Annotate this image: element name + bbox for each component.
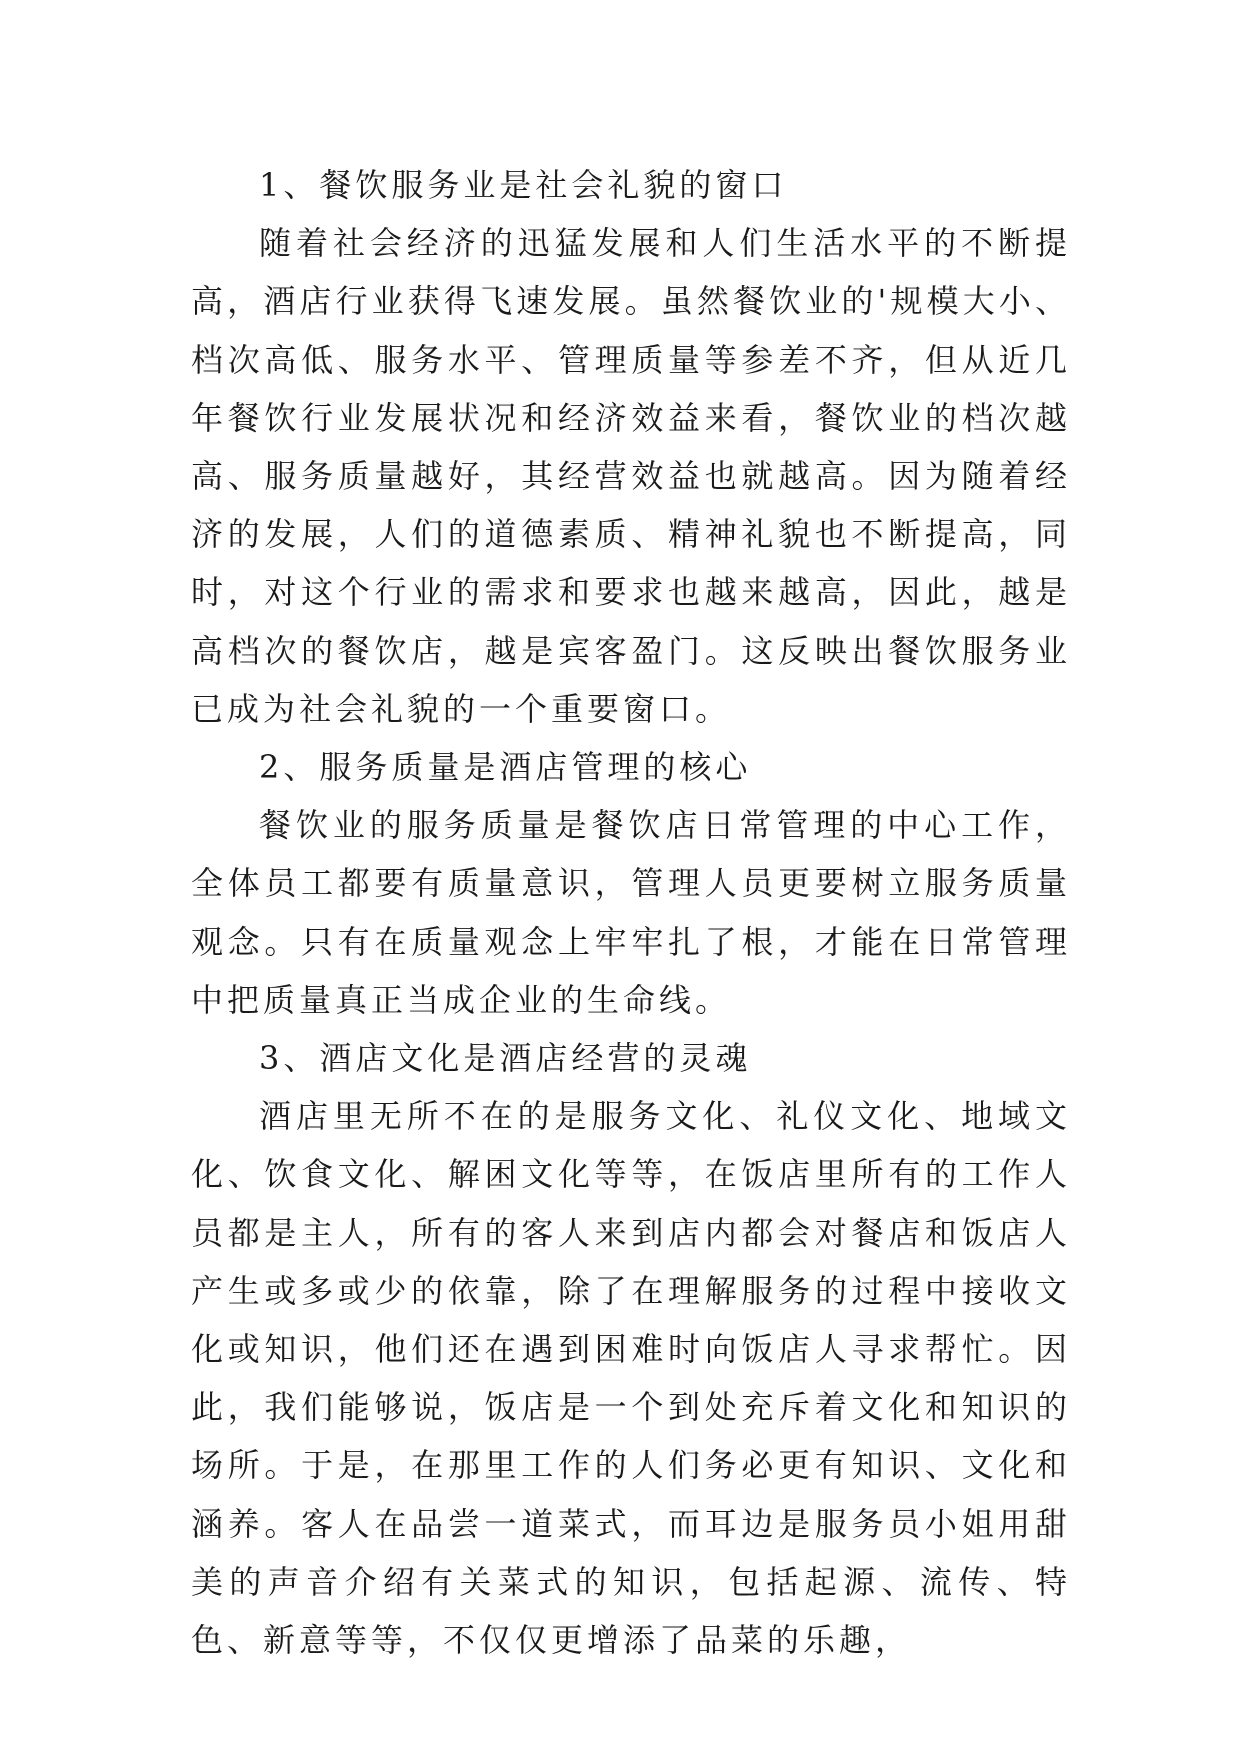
section-2-paragraph: 餐饮业的服务质量是餐饮店日常管理的中心工作，全体员工都要有质量意识，管理人员更要树立服务质量观念。只有在质量观念上牢牢扎了根，才能在日常管理中把质量真正当成企业的生命线。 (191, 806, 1071, 1019)
section-2-heading: 2、服务质量是酒店管理的核心 (259, 748, 752, 787)
section-3-heading: 3、酒店文化是酒店经营的灵魂 (259, 1039, 752, 1078)
section-1-paragraph: 随着社会经济的迅猛发展和人们生活水平的不断提高，酒店行业获得飞速发展。虽然餐饮业的'规模大小、档次高低、服务水平、管理质量等参差不齐，但从近几年餐饮行业发展状况和经济效益来看，餐饮业的档次越高、服务质量越好，其经营效益也就越高。因为随着经济的发展，人们的道德素质、精神礼貌也不断提高，同时，对这个行业的需求和要求也越来越高，因此，越是高档次的餐饮店，越是宾客盈门。这反映出餐饮服务业已成为社会礼貌的一个重要窗口。 (191, 224, 1071, 728)
document-body (191, 156, 1071, 1669)
section-1-heading: 1、餐饮服务业是社会礼貌的窗口 (259, 166, 788, 204)
section-3-paragraph: 酒店里无所不在的是服务文化、礼仪文化、地域文化、饮食文化、解困文化等等，在饭店里所有的工作人员都是主人，所有的客人来到店内都会对餐店和饭店人产生或多或少的依靠，除了在理解服务的过程中接收文化或知识，他们还在遇到困难时向饭店人寻求帮忙。因此，我们能够说，饭店是一个到处充斥着文化和知识的场所。于是，在那里工作的人们务必更有知识、文化和涵养。客人在品尝一道菜式，而耳边是服务员小姐用甜美的声音介绍有关菜式的知识，包括起源、流传、特色、新意等等，不仅仅更增添了品菜的乐趣， (191, 1097, 1071, 1660)
